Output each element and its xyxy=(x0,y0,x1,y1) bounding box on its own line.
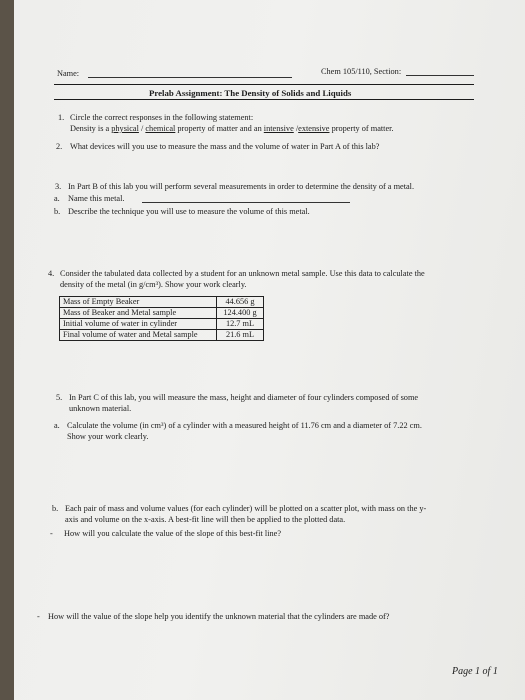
q1-number: 1. xyxy=(58,113,65,122)
row-value: 124.400 g xyxy=(217,308,264,319)
q5a-label: a. xyxy=(54,421,60,430)
q1-slash-1: / xyxy=(138,124,146,133)
q5-line1: In Part C of this lab, you will measure the mass, height and diameter of four cylinders composed of some xyxy=(69,393,419,402)
q5b-dash-1: - xyxy=(50,529,53,538)
option-intensive[interactable]: intensive xyxy=(263,124,294,133)
q3a-text: Name this metal. xyxy=(68,194,125,203)
q5b-label: b. xyxy=(52,504,59,513)
q5b-line2: axis and volume on the x-axis. A best-fit line will then be applied to the plotted data. xyxy=(65,515,346,524)
row-label: Final volume of water and Metal sample xyxy=(60,330,217,341)
q4-line2: density of the metal (in g/cm³). Show your work clearly. xyxy=(60,280,247,289)
option-chemical[interactable]: chemical xyxy=(145,124,176,133)
assignment-title: Prelab Assignment: The Density of Solids and Liquids xyxy=(149,88,352,98)
row-label: Initial volume of water in cylinder xyxy=(60,319,217,330)
q3-text: In Part B of this lab you will perform several measurements in order to determine the density of a metal. xyxy=(68,182,415,191)
q3b-label: b. xyxy=(54,207,61,216)
q2-number: 2. xyxy=(56,142,63,151)
q4-number: 4. xyxy=(48,269,55,278)
header-rule-top xyxy=(54,84,474,85)
row-value: 21.6 mL xyxy=(217,330,264,341)
row-label: Mass of Empty Beaker xyxy=(60,297,217,308)
metal-name-blank-line[interactable] xyxy=(142,202,350,203)
q5a-line2: Show your work clearly. xyxy=(67,432,149,441)
q5b-question-1: How will you calculate the value of the slope of this best-fit line? xyxy=(64,529,282,538)
q3b-text: Describe the technique you will use to measure the volume of this metal. xyxy=(68,207,310,216)
q5-number: 5. xyxy=(56,393,63,402)
row-value: 44.656 g xyxy=(217,297,264,308)
worksheet-page xyxy=(14,0,525,700)
q2-text: What devices will you use to measure the mass and the volume of water in Part A of this lab? xyxy=(70,142,380,151)
table-row xyxy=(60,319,264,330)
q5a-line1: Calculate the volume (in cm³) of a cylinder with a measured height of 11.76 cm and a diameter of 7.22 cm. xyxy=(67,421,422,430)
page-number: Page 1 of 1 xyxy=(452,666,498,677)
section-blank-line xyxy=(406,75,474,76)
name-blank-line xyxy=(88,77,292,78)
q1-instruction: Circle the correct responses in the following statement: xyxy=(70,113,254,122)
q1-text-c: property of matter. xyxy=(329,124,394,133)
header-rule-bottom xyxy=(54,99,474,100)
q5b-question-2: How will the value of the slope help you identify the unknown material that the cylinders are made of? xyxy=(48,612,390,621)
metal-data-table xyxy=(59,296,264,341)
q5-line2: unknown material. xyxy=(69,404,132,413)
q5b-dash-2: - xyxy=(37,612,40,621)
table-row xyxy=(60,308,264,319)
row-value: 12.7 mL xyxy=(217,319,264,330)
q4-line1: Consider the tabulated data collected by a student for an unknown metal sample. Use this data to calculate the xyxy=(60,269,425,278)
q1-slash-2: / xyxy=(293,124,299,133)
q5b-line1: Each pair of mass and volume values (for each cylinder) will be plotted on a scatter plot, with mass on the y- xyxy=(65,504,427,513)
q1-statement xyxy=(70,123,394,134)
q3a-label: a. xyxy=(54,194,60,203)
q1-text-b: property of matter and an xyxy=(175,124,264,133)
q1-text-a: Density is a xyxy=(70,124,112,133)
course-label: Chem 105/110, Section: xyxy=(321,67,402,76)
table-row xyxy=(60,297,264,308)
name-label: Name: xyxy=(57,69,80,78)
option-physical[interactable]: physical xyxy=(111,124,139,133)
q3-number: 3. xyxy=(55,182,62,191)
table-row xyxy=(60,330,264,341)
option-extensive[interactable]: extensive xyxy=(298,124,330,133)
row-label: Mass of Beaker and Metal sample xyxy=(60,308,217,319)
